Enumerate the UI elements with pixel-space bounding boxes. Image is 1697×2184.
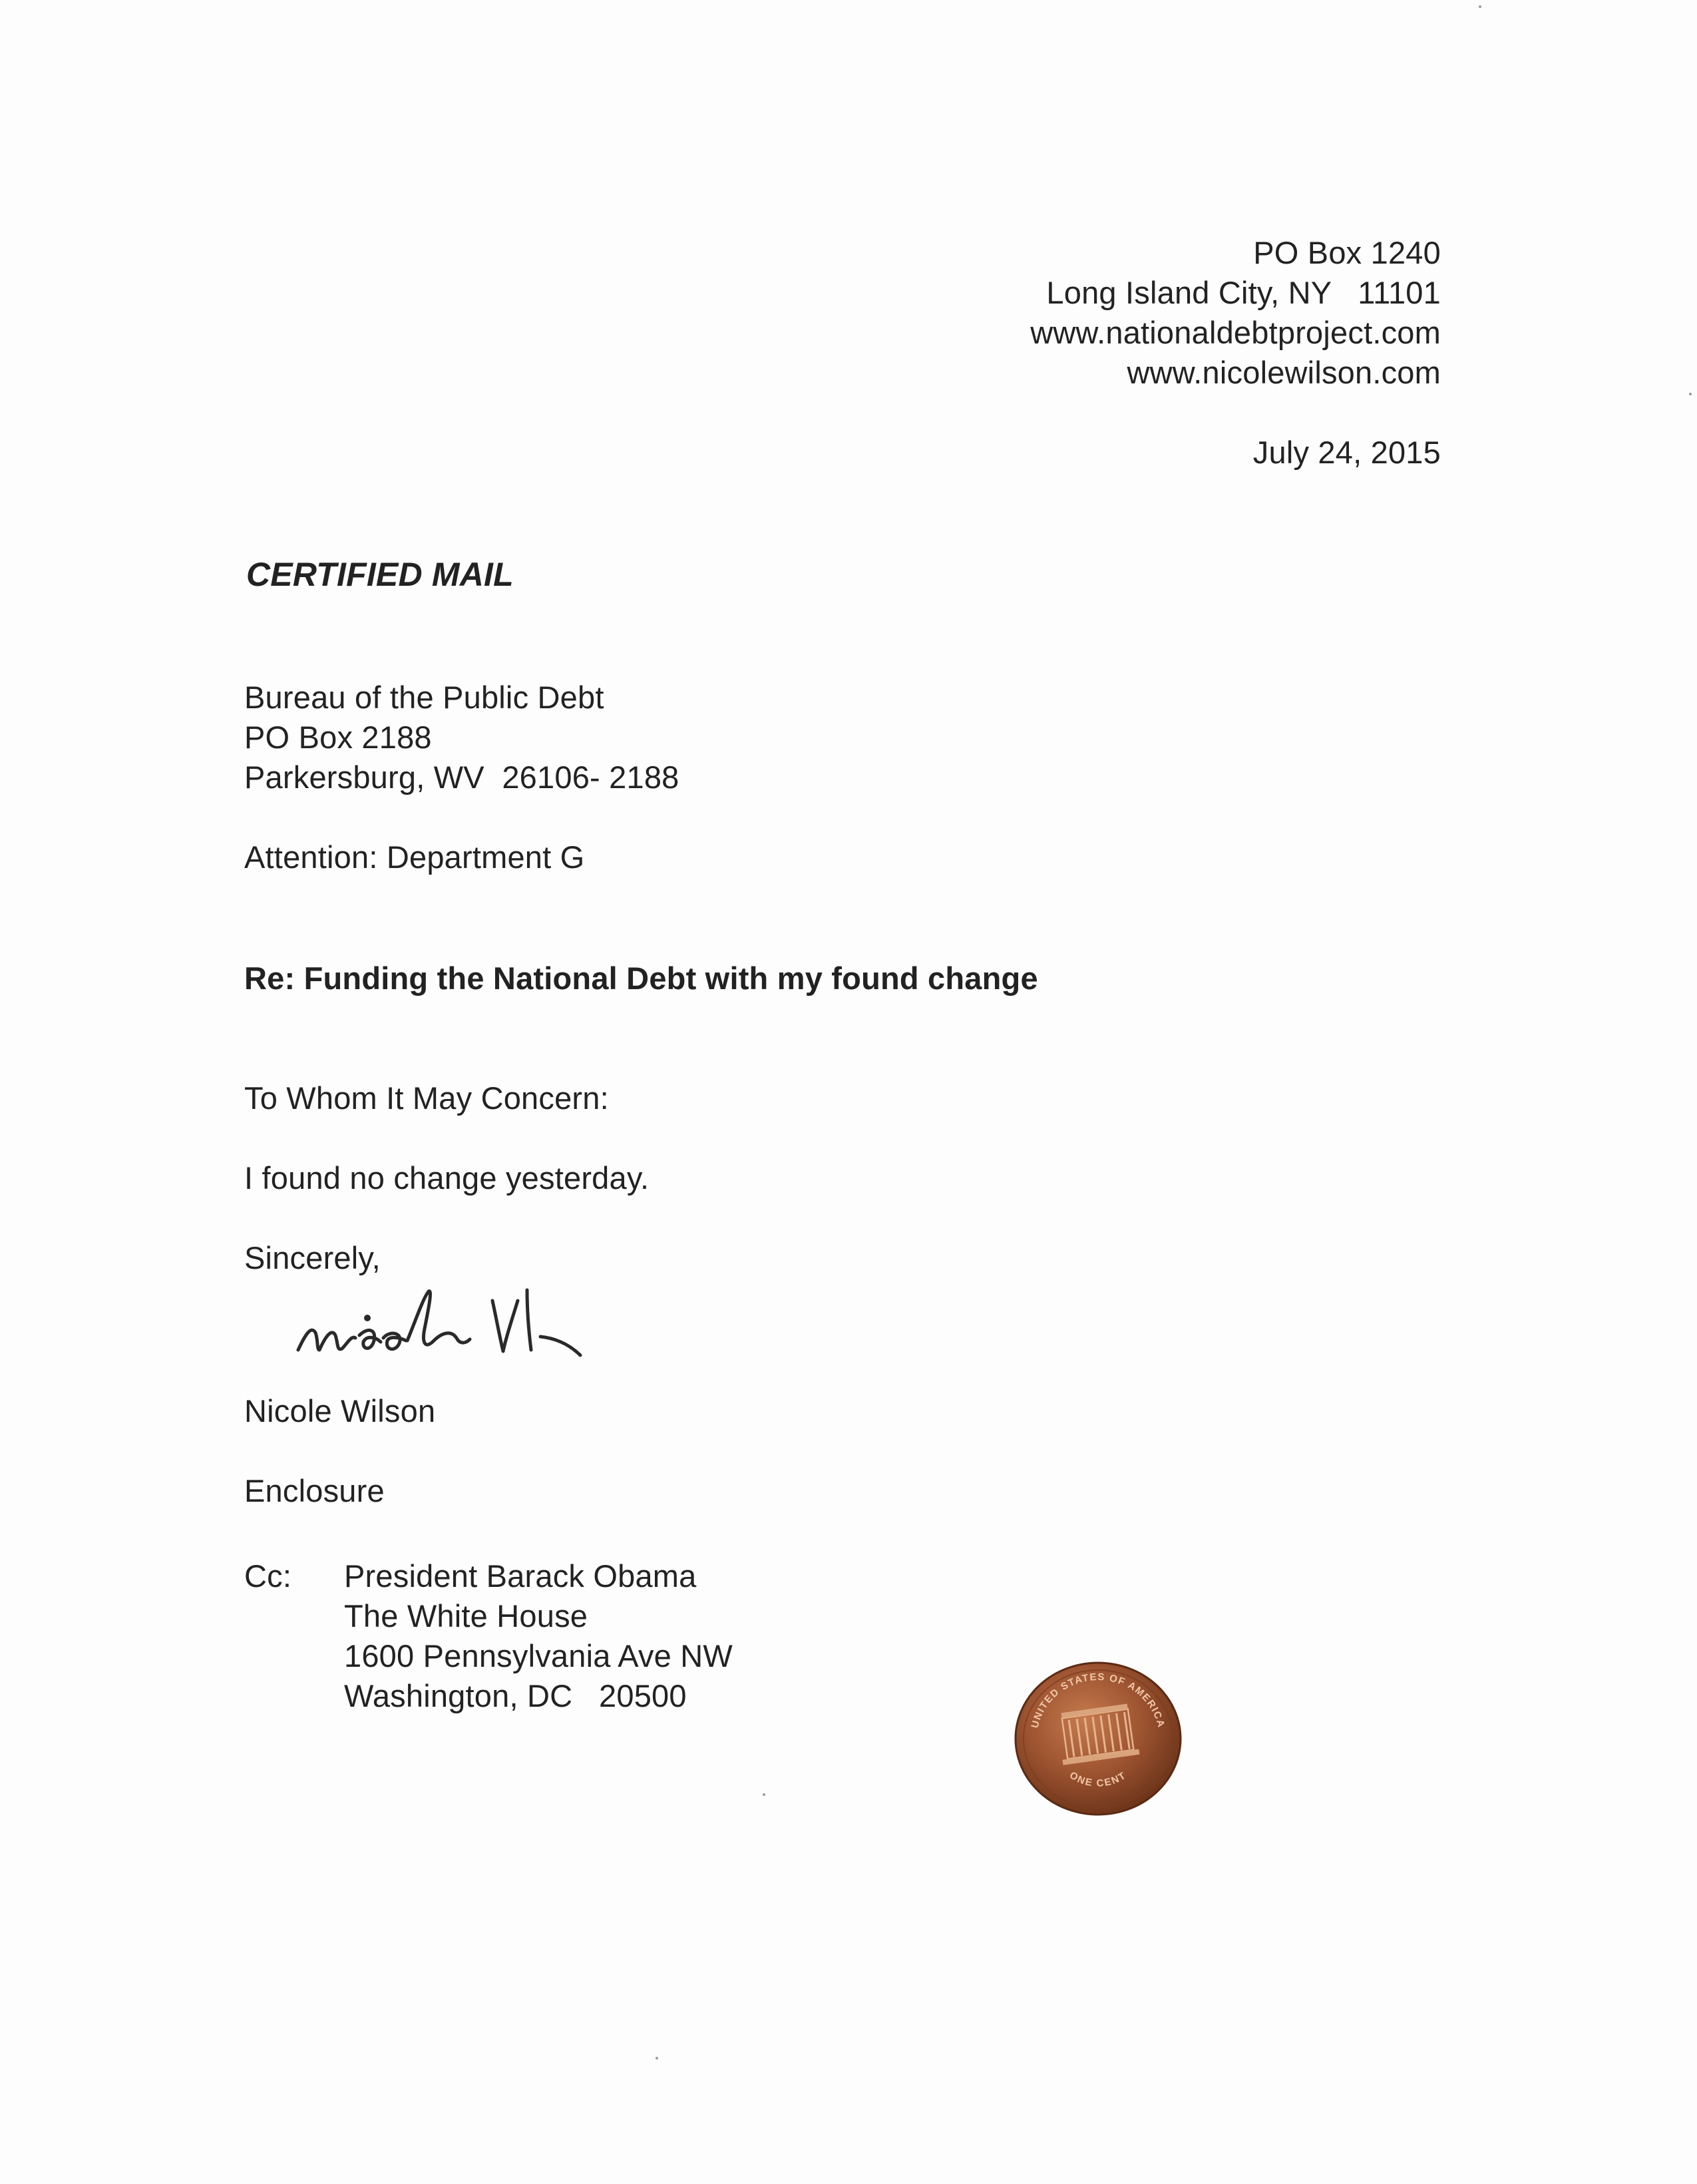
- sender-website-personal: www.nicolewilson.com: [1127, 355, 1441, 390]
- cc-line1: President Barack Obama: [344, 1558, 697, 1594]
- coin-top-text: UNITED STATES OF AMERICA: [1029, 1671, 1167, 1729]
- enclosure-note: Enclosure: [244, 1473, 385, 1508]
- cc-line3: 1600 Pennsylvania Ave NW: [344, 1638, 733, 1673]
- coin-bottom-text: ONE CENT: [1067, 1769, 1129, 1789]
- recipient-address-line2: Parkersburg, WV 26106- 2188: [244, 760, 679, 795]
- certified-mail-label: CERTIFIED MAIL: [246, 556, 514, 593]
- penny-coin-icon: [1012, 1657, 1185, 1817]
- scan-speck: [763, 1793, 765, 1796]
- salutation: To Whom It May Concern:: [244, 1080, 609, 1116]
- recipient-attention: Attention: Department G: [244, 839, 585, 875]
- scan-speck: [656, 2057, 658, 2060]
- scan-speck: [1689, 393, 1692, 395]
- cc-line2: The White House: [344, 1598, 588, 1634]
- signer-name: Nicole Wilson: [244, 1393, 436, 1428]
- letter-date: July 24, 2015: [1252, 435, 1441, 470]
- recipient-name: Bureau of the Public Debt: [244, 680, 604, 715]
- sender-address-line1: PO Box 1240: [1253, 235, 1441, 270]
- recipient-address-line1: PO Box 2188: [244, 720, 432, 755]
- sender-website-national-debt: www.nationaldebtproject.com: [1030, 315, 1441, 350]
- cc-line4: Washington, DC 20500: [344, 1678, 687, 1713]
- closing: Sincerely,: [244, 1240, 381, 1275]
- subject-line: Re: Funding the National Debt with my found change: [244, 961, 1038, 996]
- scan-speck: [1479, 5, 1481, 8]
- sender-address-line2: Long Island City, NY 11101: [1046, 275, 1441, 310]
- letter-body: I found no change yesterday.: [244, 1160, 650, 1196]
- handwritten-signature-icon: [293, 1271, 652, 1378]
- cc-label: Cc:: [244, 1558, 292, 1594]
